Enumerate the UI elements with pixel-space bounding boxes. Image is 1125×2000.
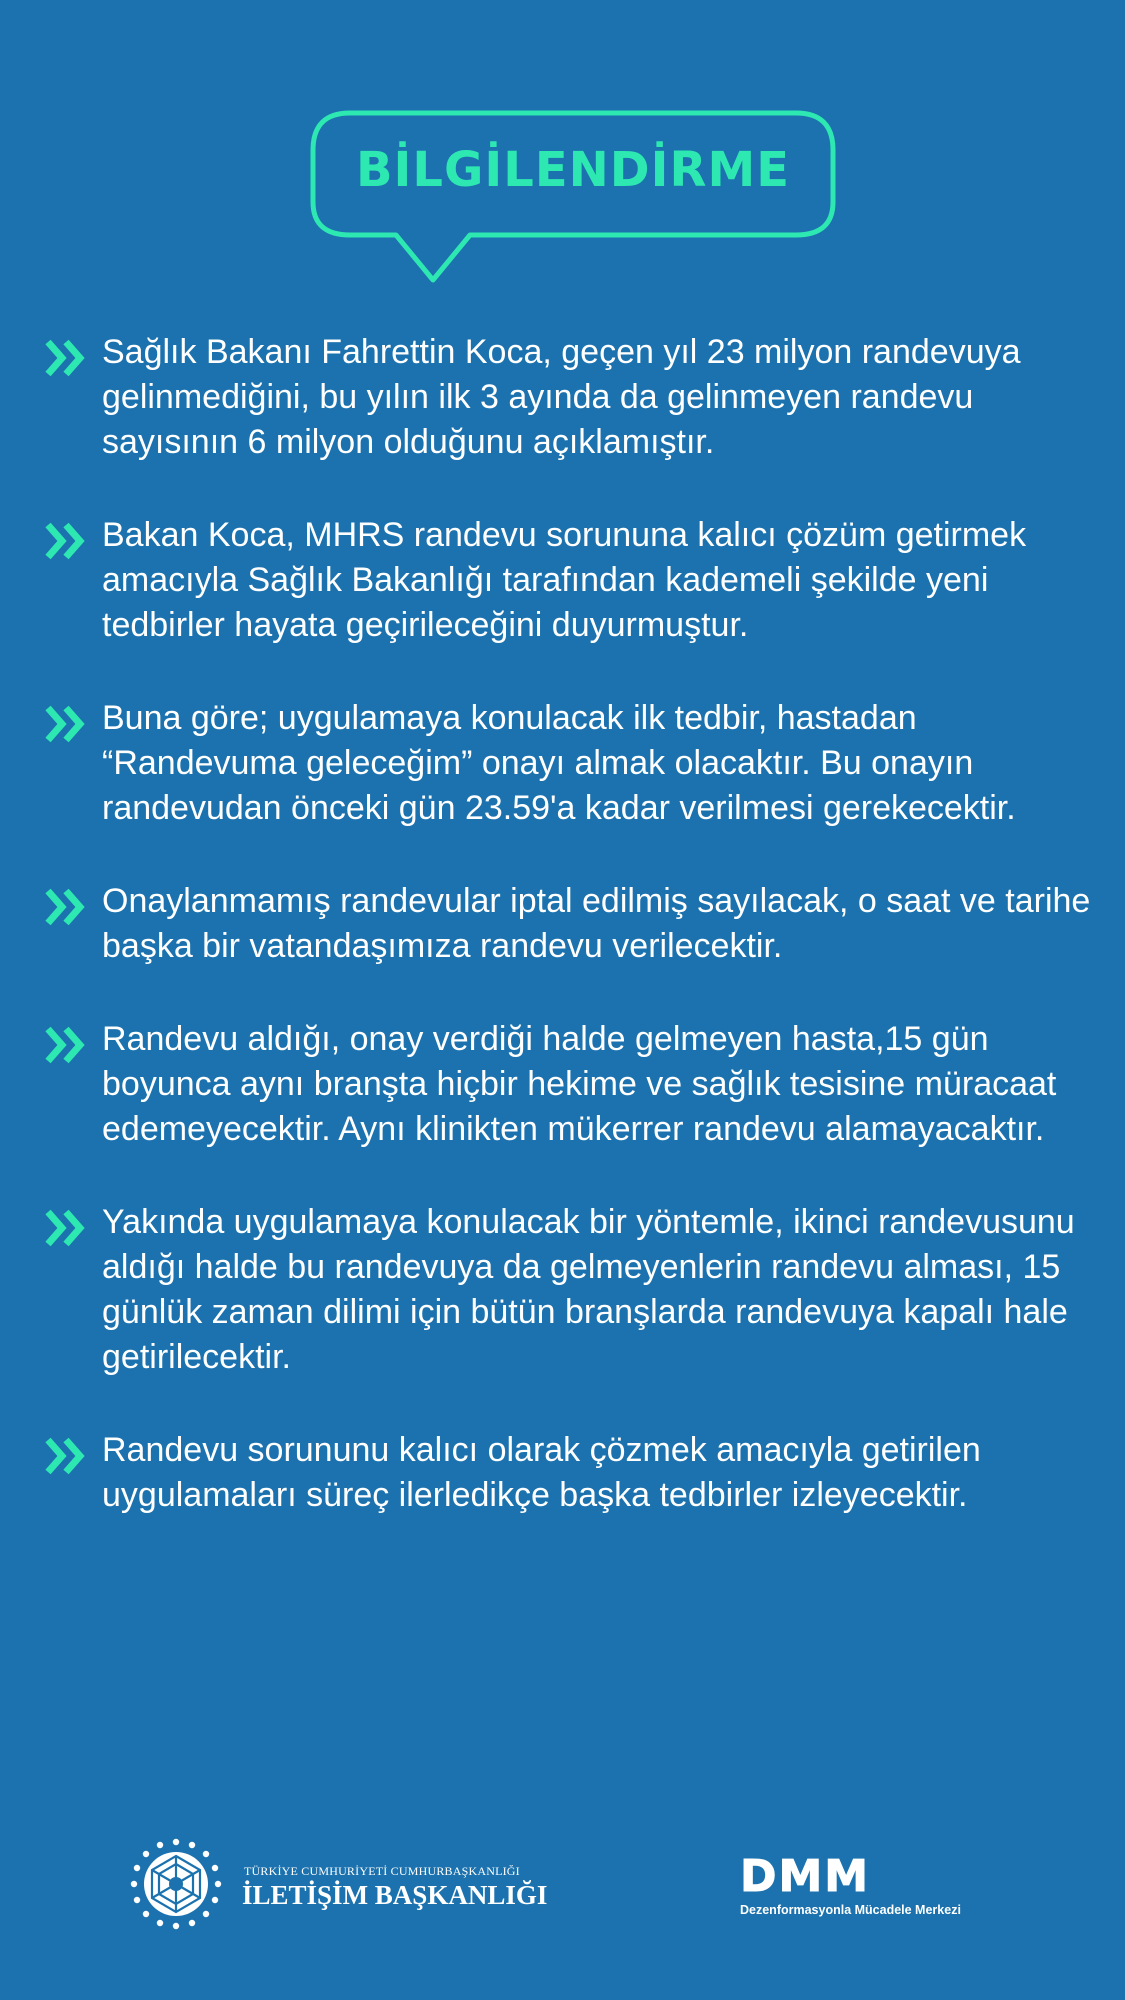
bullet-item (40, 1017, 1100, 1152)
bullet-item (40, 696, 1100, 831)
bullet-text: Yakında uygulamaya konulacak bir yöntemle, ikinci randevusunu aldığı halde bu randevuya da gelmeyenlerin randevu alması, 15 günlük zaman dilimi için bütün branşlarda randevuya kapalı hale getirilecektir. (102, 1203, 1075, 1376)
bullet-text: Sağlık Bakanı Fahrettin Koca, geçen yıl 23 milyon randevuya gelinmediğini, bu yılın ilk 3 ayında da gelinmeyen randevu sayısının 6 milyon olduğunu açıklamıştır. (102, 333, 1021, 461)
org-subtitle: TÜRKİYE CUMHURİYETİ CUMHURBAŞKANLIĞI (244, 1864, 520, 1878)
iletisim-baskanligi-logo (128, 1836, 588, 1936)
bullet-list (40, 330, 1100, 1566)
bullet-text: Bakan Koca, MHRS randevu sorununa kalıcı çözüm getirmek amacıyla Sağlık Bakanlığı tarafından kademeli şekilde yeni tedbirler hayata geçirileceğini duyurmuştur. (102, 516, 1027, 644)
bullet-text: Randevu aldığı, onay verdiği halde gelmeyen hasta,15 gün boyunca aynı branşta hiçbir hekime ve sağlık tesisine müracaat edemeyecektir. Aynı klinikten mükerrer randevu alamayacaktır. (102, 1020, 1057, 1148)
double-chevron-right-icon (44, 1023, 90, 1067)
bullet-item (40, 879, 1100, 969)
double-chevron-right-icon (44, 336, 90, 380)
bullet-text: Randevu sorununu kalıcı olarak çözmek amacıyla getirilen uygulamaları süreç ilerledikçe başka tedbirler izleyecektir. (102, 1431, 981, 1514)
double-chevron-right-icon (44, 885, 90, 929)
page-title: BİLGİLENDİRME (355, 142, 791, 198)
bullet-item (40, 1428, 1100, 1518)
bullet-item (40, 330, 1100, 465)
org-name: İLETİŞİM BAŞKANLIĞI (242, 1880, 548, 1910)
dmm-wordmark: DMM (740, 1851, 871, 1902)
bullet-text: Buna göre; uygulamaya konulacak ilk tedbir, hastadan “Randevuma geleceğim” onayı almak olacaktır. Bu onayın randevudan önceki gün 23.59'a kadar verilmesi gerekecektir. (102, 699, 1016, 827)
double-chevron-right-icon (44, 519, 90, 563)
double-chevron-right-icon (44, 702, 90, 746)
state-emblem-icon (128, 1836, 224, 1932)
bullet-item (40, 513, 1100, 648)
bullet-text: Onaylanmamış randevular iptal edilmiş sayılacak, o saat ve tarihe başka bir vatandaşımıza randevu verilecektir. (102, 882, 1091, 965)
header-speech-bubble (310, 110, 836, 285)
bullet-item (40, 1200, 1100, 1380)
dmm-subtitle: Dezenformasyonla Mücadele Merkezi (740, 1903, 961, 1917)
double-chevron-right-icon (44, 1434, 90, 1478)
double-chevron-right-icon (44, 1206, 90, 1250)
dmm-logo (740, 1851, 1000, 1935)
